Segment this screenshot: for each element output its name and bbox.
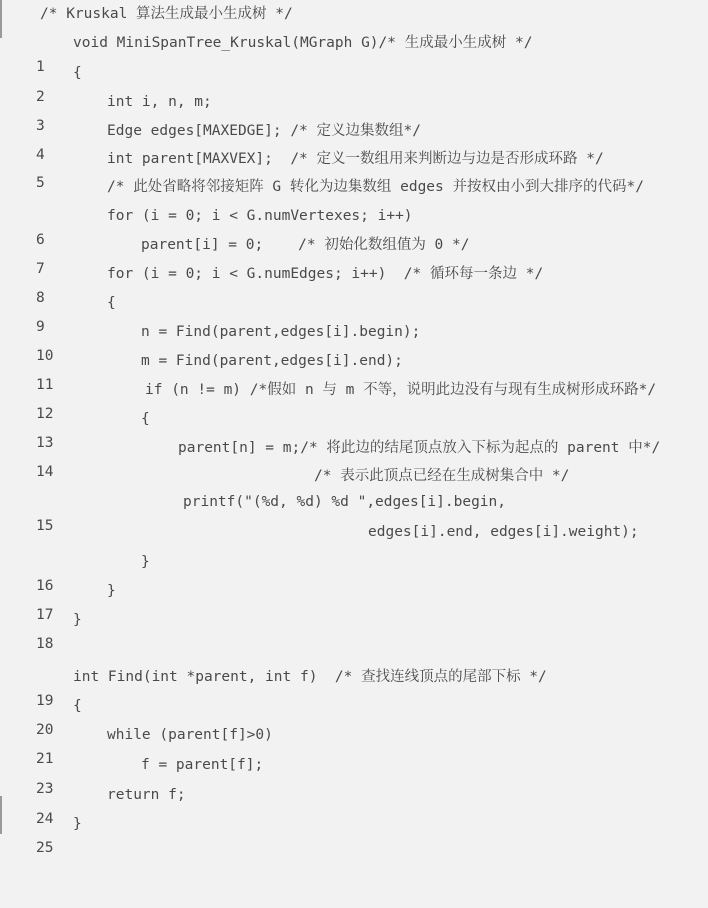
code-text: while (parent[f]>0) xyxy=(107,727,273,743)
code-line xyxy=(0,665,708,709)
line-number: 10 xyxy=(36,348,54,364)
code-text: } xyxy=(141,554,150,570)
code-line xyxy=(0,31,708,75)
code-text: parent[i] = 0; /* 初始化数组值为 0 */ xyxy=(141,237,470,253)
code-text: Edge edges[MAXEDGE]; /* 定义边集数组*/ xyxy=(107,123,421,139)
code-text: for (i = 0; i < G.numEdges; i++) /* 循环每一条边 */ xyxy=(107,266,544,282)
code-line xyxy=(0,608,708,652)
code-text: int i, n, m; xyxy=(107,94,212,110)
header-comment-line xyxy=(0,2,708,26)
code-line xyxy=(0,550,708,594)
line-number: 3 xyxy=(36,118,45,134)
code-text: /* 此处省略将邻接矩阵 G 转化为边集数组 edges 并按权由小到大排序的代码*/ xyxy=(107,179,644,195)
code-line xyxy=(0,579,708,623)
line-number: 14 xyxy=(36,464,54,480)
line-number: 25 xyxy=(36,840,54,856)
code-text: int parent[MAXVEX]; /* 定义一数组用来判断边与边是否形成环路 */ xyxy=(107,151,604,167)
code-text: { xyxy=(107,295,116,311)
code-text: /* 表示此顶点已经在生成树集合中 */ xyxy=(314,468,570,484)
header-comment: /* Kruskal 算法生成最小生成树 */ xyxy=(40,6,293,22)
code-line xyxy=(0,464,708,488)
line-number: 24 xyxy=(36,811,54,827)
code-text: m = Find(parent,edges[i].end); xyxy=(141,353,403,369)
line-number: 2 xyxy=(36,89,45,105)
code-line xyxy=(0,262,708,306)
code-line xyxy=(0,520,708,544)
code-text: { xyxy=(73,65,82,81)
line-number: 19 xyxy=(36,693,54,709)
line-number: 7 xyxy=(36,261,45,277)
line-number: 13 xyxy=(36,435,54,451)
code-text: } xyxy=(73,612,82,628)
code-text: n = Find(parent,edges[i].begin); xyxy=(141,324,421,340)
line-number: 16 xyxy=(36,578,54,594)
code-text: void MiniSpanTree_Kruskal(MGraph G)/* 生成最小生成树 */ xyxy=(73,35,533,51)
line-number: 12 xyxy=(36,406,54,422)
code-text: { xyxy=(73,698,82,714)
line-number: 18 xyxy=(36,636,54,652)
line-number: 21 xyxy=(36,751,54,767)
code-text: } xyxy=(107,583,116,599)
code-text: if (n != m) /*假如 n 与 m 不等，说明此边没有与现有生成树形成环路*/ xyxy=(145,382,657,398)
line-number: 9 xyxy=(36,319,45,335)
code-text: printf("(%d, %d) %d ",edges[i].begin, xyxy=(183,494,507,510)
code-text: return f; xyxy=(107,787,186,803)
line-number: 15 xyxy=(36,518,54,534)
code-text: edges[i].end, edges[i].weight); xyxy=(368,524,639,540)
code-text: int Find(int *parent, int f) /* 查找连线顶点的尾部下标 */ xyxy=(73,669,547,685)
line-number: 5 xyxy=(36,175,45,191)
line-number: 23 xyxy=(36,781,54,797)
code-text: { xyxy=(141,411,150,427)
line-number: 4 xyxy=(36,147,45,163)
code-text: for (i = 0; i < G.numVertexes; i++) xyxy=(107,208,413,224)
code-line xyxy=(0,783,708,827)
line-number: 1 xyxy=(36,59,45,75)
code-text: } xyxy=(73,816,82,832)
code-line xyxy=(0,378,708,422)
line-number: 17 xyxy=(36,607,54,623)
code-line xyxy=(0,812,708,856)
line-number: 8 xyxy=(36,290,45,306)
code-line xyxy=(0,175,708,199)
line-number: 6 xyxy=(36,232,45,248)
code-text: f = parent[f]; xyxy=(141,757,264,773)
code-text: parent[n] = m;/* 将此边的结尾顶点放入下标为起点的 parent 中*/ xyxy=(178,440,661,456)
line-number: 20 xyxy=(36,722,54,738)
line-number: 11 xyxy=(36,377,54,393)
